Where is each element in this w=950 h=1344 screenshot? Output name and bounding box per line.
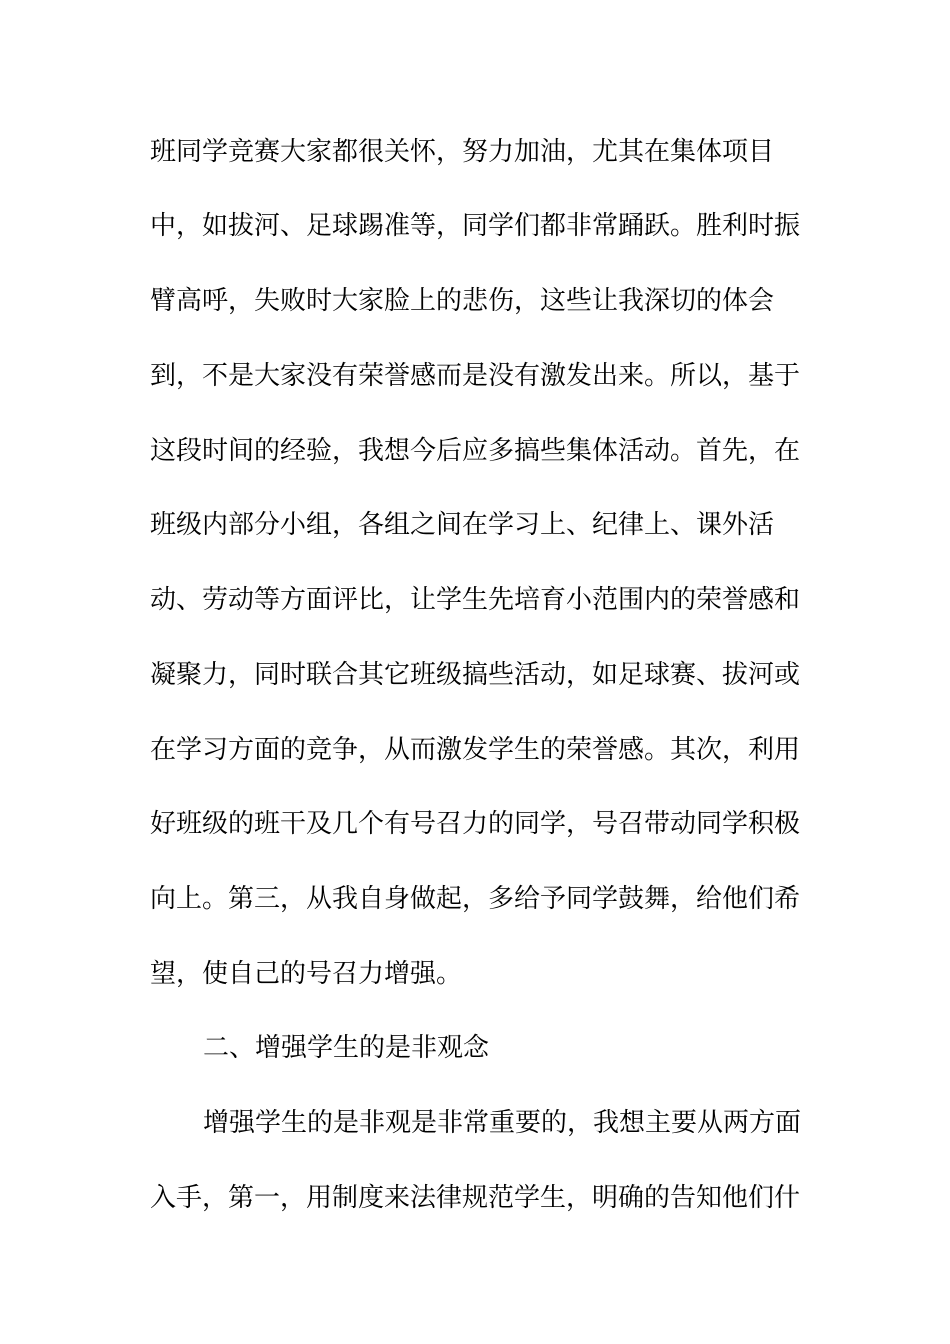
body-text-line: 臂高呼，失败时大家脸上的悲伤，这些让我深切的体会 xyxy=(150,286,775,316)
body-text-line: 凝聚力，同时联合其它班级搞些活动，如足球赛、拔河或 xyxy=(150,660,801,690)
section-heading: 二、增强学生的是非观念 xyxy=(203,1033,490,1063)
body-text-line: 好班级的班干及几个有号召力的同学，号召带动同学积极 xyxy=(150,809,801,839)
body-text-line: 入手，第一，用制度来法律规范学生，明确的告知他们什 xyxy=(150,1183,801,1213)
body-text-line: 动、劳动等方面评比，让学生先培育小范围内的荣誉感和 xyxy=(150,585,801,615)
body-text-line: 向上。第三，从我自身做起，多给予同学鼓舞，给他们希 xyxy=(150,884,801,914)
body-text-line: 班级内部分小组，各组之间在学习上、纪律上、课外活 xyxy=(150,510,775,540)
body-text-line: 到，不是大家没有荣誉感而是没有激发出来。所以，基于 xyxy=(150,361,801,391)
body-text-line: 中，如拔河、足球踢准等，同学们都非常踊跃。胜利时振 xyxy=(150,211,801,241)
body-text-line: 望，使自己的号召力增强。 xyxy=(150,959,463,989)
body-text-line: 这段时间的经验，我想今后应多搞些集体活动。首先，在 xyxy=(150,436,801,466)
body-text-line: 在学习方面的竞争，从而激发学生的荣誉感。其次，利用 xyxy=(150,735,801,765)
body-text-line: 班同学竞赛大家都很关怀，努力加油，尤其在集体项目 xyxy=(150,137,775,167)
body-text-line: 增强学生的是非观是非常重要的，我想主要从两方面 xyxy=(203,1108,802,1138)
